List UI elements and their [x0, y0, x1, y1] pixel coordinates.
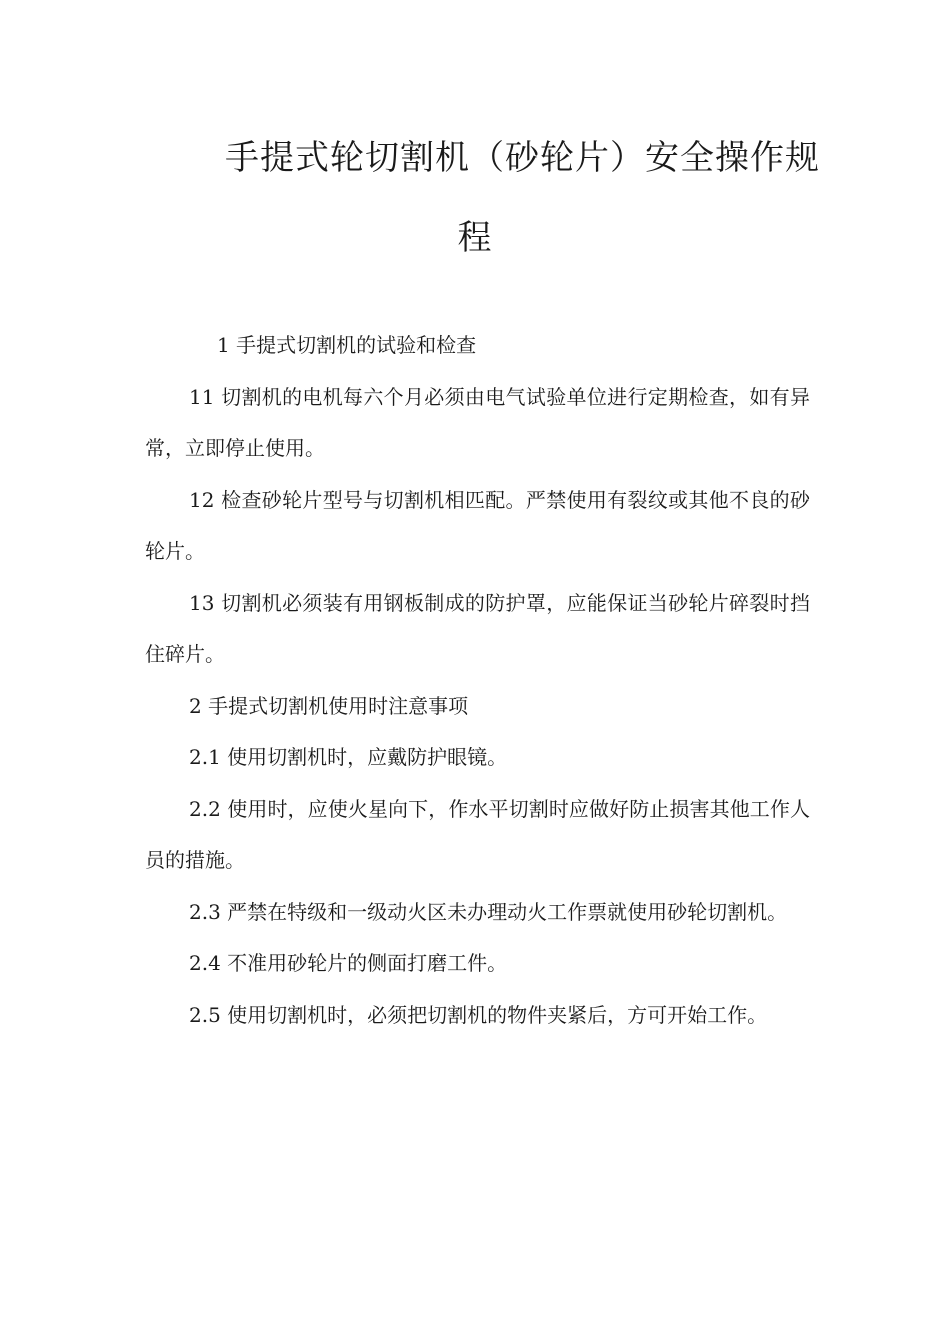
title-line-2: 程	[457, 218, 493, 258]
section-heading-2: 2 手提式切割机使用时注意事项	[189, 693, 469, 718]
document-title	[225, 118, 820, 278]
paragraph-2-2: 2.2 使用时，应使火星向下，作水平切割时应做好防止损害其他工作人员的措施。	[145, 796, 810, 872]
paragraph-2-4: 2.4 不准用砂轮片的侧面打磨工件。	[189, 951, 508, 975]
paragraph-2-5: 2.5 使用切割机时，必须把切割机的物件夹紧后，方可开始工作。	[189, 1002, 768, 1027]
title-line-1: 手提式轮切割机（砂轮片）安全操作规	[225, 138, 820, 178]
document-body	[145, 320, 810, 1041]
paragraph-1-2: 12 检查砂轮片型号与切割机相匹配。严禁使用有裂纹或其他不良的砂轮片。	[145, 487, 810, 563]
paragraph-2-3: 2.3 严禁在特级和一级动火区未办理动火工作票就使用砂轮切割机。	[189, 899, 788, 924]
paragraph-1-3: 13 切割机必须装有用钢板制成的防护罩，应能保证当砂轮片碎裂时挡住碎片。	[145, 590, 810, 666]
paragraph-1-1: 11 切割机的电机每六个月必须由电气试验单位进行定期检查，如有异常，立即停止使用。	[145, 384, 810, 460]
paragraph-2-1: 2.1 使用切割机时，应戴防护眼镜。	[189, 745, 508, 769]
section-heading-1: 1 手提式切割机的试验和检查	[217, 333, 477, 357]
